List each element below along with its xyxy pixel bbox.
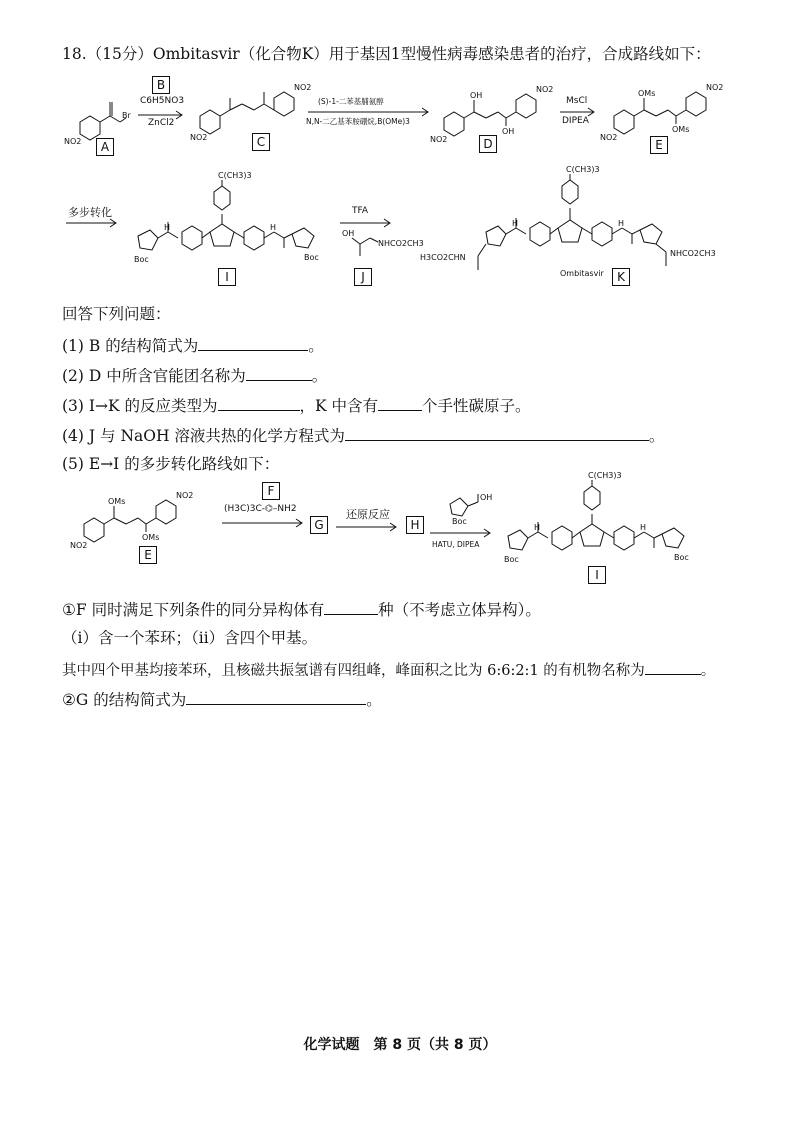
- question-5: (5) E→I 的多步转化路线如下：: [62, 455, 280, 473]
- j-carbamate: NHCO2CH3: [378, 239, 424, 248]
- compound-a-label: A: [96, 138, 114, 156]
- question-1: (1) B 的结构简式为 。: [62, 334, 324, 356]
- question-header: 18.（15分）Ombitasvir（化合物K）用于基因1型慢性病毒感染患者的治疗，合成路线如下：: [62, 45, 711, 63]
- compound-h-label: H: [406, 516, 424, 534]
- c-no2-left: NO2: [190, 133, 208, 142]
- compound-i-label: I: [218, 268, 236, 286]
- reagent-f-structure: (H3C)3C-⌬–NH2: [224, 504, 297, 514]
- compound-d-label: D: [479, 135, 497, 153]
- e2-no2-right: NO2: [176, 491, 194, 500]
- compound-j-label: J: [354, 268, 372, 286]
- sub-question-2: ②G 的结构简式为 。: [62, 688, 382, 710]
- k-name: Ombitasvir: [560, 269, 604, 278]
- i-tbu: C(CH3)3: [218, 171, 252, 180]
- answer-blank-3b[interactable]: [378, 394, 422, 411]
- reagent-b-formula: C6H5NO3: [140, 96, 185, 106]
- answer-blank-2[interactable]: [246, 364, 312, 381]
- arrow-e-i: [66, 218, 122, 228]
- answer-blank-6[interactable]: [186, 688, 366, 705]
- page-footer: 化学试题 第 8 页（共 8 页）: [303, 1037, 497, 1053]
- e2-oms-top: OMs: [108, 497, 126, 506]
- arrow-h-i: [430, 528, 496, 538]
- k-tbu: C(CH3)3: [566, 165, 600, 174]
- compound-b-label: B: [152, 76, 170, 94]
- answer-blank-3a[interactable]: [218, 394, 300, 411]
- reagent-ik: TFA: [352, 206, 369, 216]
- i2-boc-left: Boc: [504, 555, 519, 564]
- sub-question-1: ①F 同时满足下列条件的同分异构体有 种（不考虑立体异构）。: [62, 598, 541, 620]
- answer-prompt: 回答下列问题：: [62, 305, 171, 323]
- proline-boc: Boc: [452, 517, 467, 526]
- reagent-gh: 还原反应: [346, 508, 390, 521]
- compound-c-label: C: [252, 133, 270, 151]
- reagent-proline-structure: [440, 490, 500, 524]
- reagent-ei: 多步转化: [68, 206, 112, 219]
- answer-blank-4[interactable]: [345, 424, 649, 441]
- compound-i2-structure: [494, 471, 724, 572]
- compound-g-label: G: [310, 516, 328, 534]
- answer-blank-5b[interactable]: [645, 658, 701, 675]
- reagent-b-catalyst: ZnCl2: [148, 118, 175, 128]
- reagent-de-bottom: DIPEA: [562, 116, 589, 126]
- i-boc-right: Boc: [304, 253, 319, 262]
- a-no2-label: NO2: [64, 137, 82, 146]
- compound-k-label: K: [612, 268, 630, 286]
- compound-e2-label: E: [139, 546, 157, 564]
- c-no2-right: NO2: [294, 83, 312, 92]
- compound-f-label: F: [262, 482, 280, 500]
- compound-k-structure: [420, 165, 750, 282]
- reagent-de-top: MsCl: [566, 96, 588, 106]
- arrow-e-g: [222, 518, 308, 528]
- reagent-cd-top: (S)-1-二苯基脯氨醇: [318, 97, 384, 106]
- i2-boc-right: Boc: [674, 553, 689, 562]
- compound-i2-label: I: [588, 566, 606, 584]
- i-boc-left: Boc: [134, 255, 149, 264]
- question-3: (3) I→K 的反应类型为 ，K 中含有 个手性碳原子。: [62, 394, 531, 416]
- arrow-i-k: [340, 218, 396, 228]
- arrow-g-h: [336, 522, 402, 532]
- e-no2-left: NO2: [600, 133, 618, 142]
- d-oh-bottom: OH: [502, 127, 515, 136]
- compound-j-structure: [342, 228, 422, 268]
- a-br-label: Br: [122, 111, 131, 120]
- compound-e-structure: [600, 76, 740, 146]
- answer-blank-5a[interactable]: [324, 598, 378, 615]
- j-oh: OH: [342, 229, 355, 238]
- question-4: (4) J 与 NaOH 溶液共热的化学方程式为 。: [62, 424, 664, 446]
- e-oms-top: OMs: [638, 89, 656, 98]
- reagent-hi: HATU, DIPEA: [432, 540, 480, 549]
- d-oh-top: OH: [470, 91, 483, 100]
- i2-nh-left: H: [534, 523, 541, 532]
- compound-c-structure: [190, 76, 310, 146]
- k-right-carbamate: NHCO2CH3: [670, 249, 716, 258]
- question-2: (2) D 中所含官能团名称为 。: [62, 364, 327, 386]
- k-left-carbamate: H3CO2CHN: [420, 253, 466, 262]
- compound-e2-structure: [70, 484, 220, 554]
- i-n-left: H: [164, 223, 171, 232]
- sub-question-1c: 其中四个甲基均接苯环，且核磁共振氢谱有四组峰，峰面积之比为 6:6:2:1 的有机物名称为 。: [62, 658, 715, 681]
- i-n-right: H: [270, 223, 277, 232]
- proline-oh: OH: [480, 493, 493, 502]
- e-oms-bottom: OMs: [672, 125, 690, 134]
- compound-e-label: E: [650, 136, 668, 154]
- e-no2-right: NO2: [706, 83, 724, 92]
- compound-i-structure: [124, 171, 334, 272]
- i2-nh-right: H: [640, 523, 647, 532]
- answer-blank-1[interactable]: [198, 334, 308, 351]
- k-nh-right: H: [618, 219, 625, 228]
- reagent-cd-bottom: N,N-二乙基苯胺硼烷,B(OMe)3: [306, 117, 410, 126]
- d-no2-left: NO2: [430, 135, 448, 144]
- d-no2-right: NO2: [536, 85, 554, 94]
- i2-tbu: C(CH3)3: [588, 471, 622, 480]
- conditions: （ⅰ）含一个苯环；（ⅱ）含四个甲基。: [62, 629, 318, 647]
- compound-a-structure: [60, 82, 131, 146]
- e2-oms-bottom: OMs: [142, 533, 160, 542]
- k-nh-left: H: [512, 219, 519, 228]
- e2-no2-left: NO2: [70, 541, 88, 550]
